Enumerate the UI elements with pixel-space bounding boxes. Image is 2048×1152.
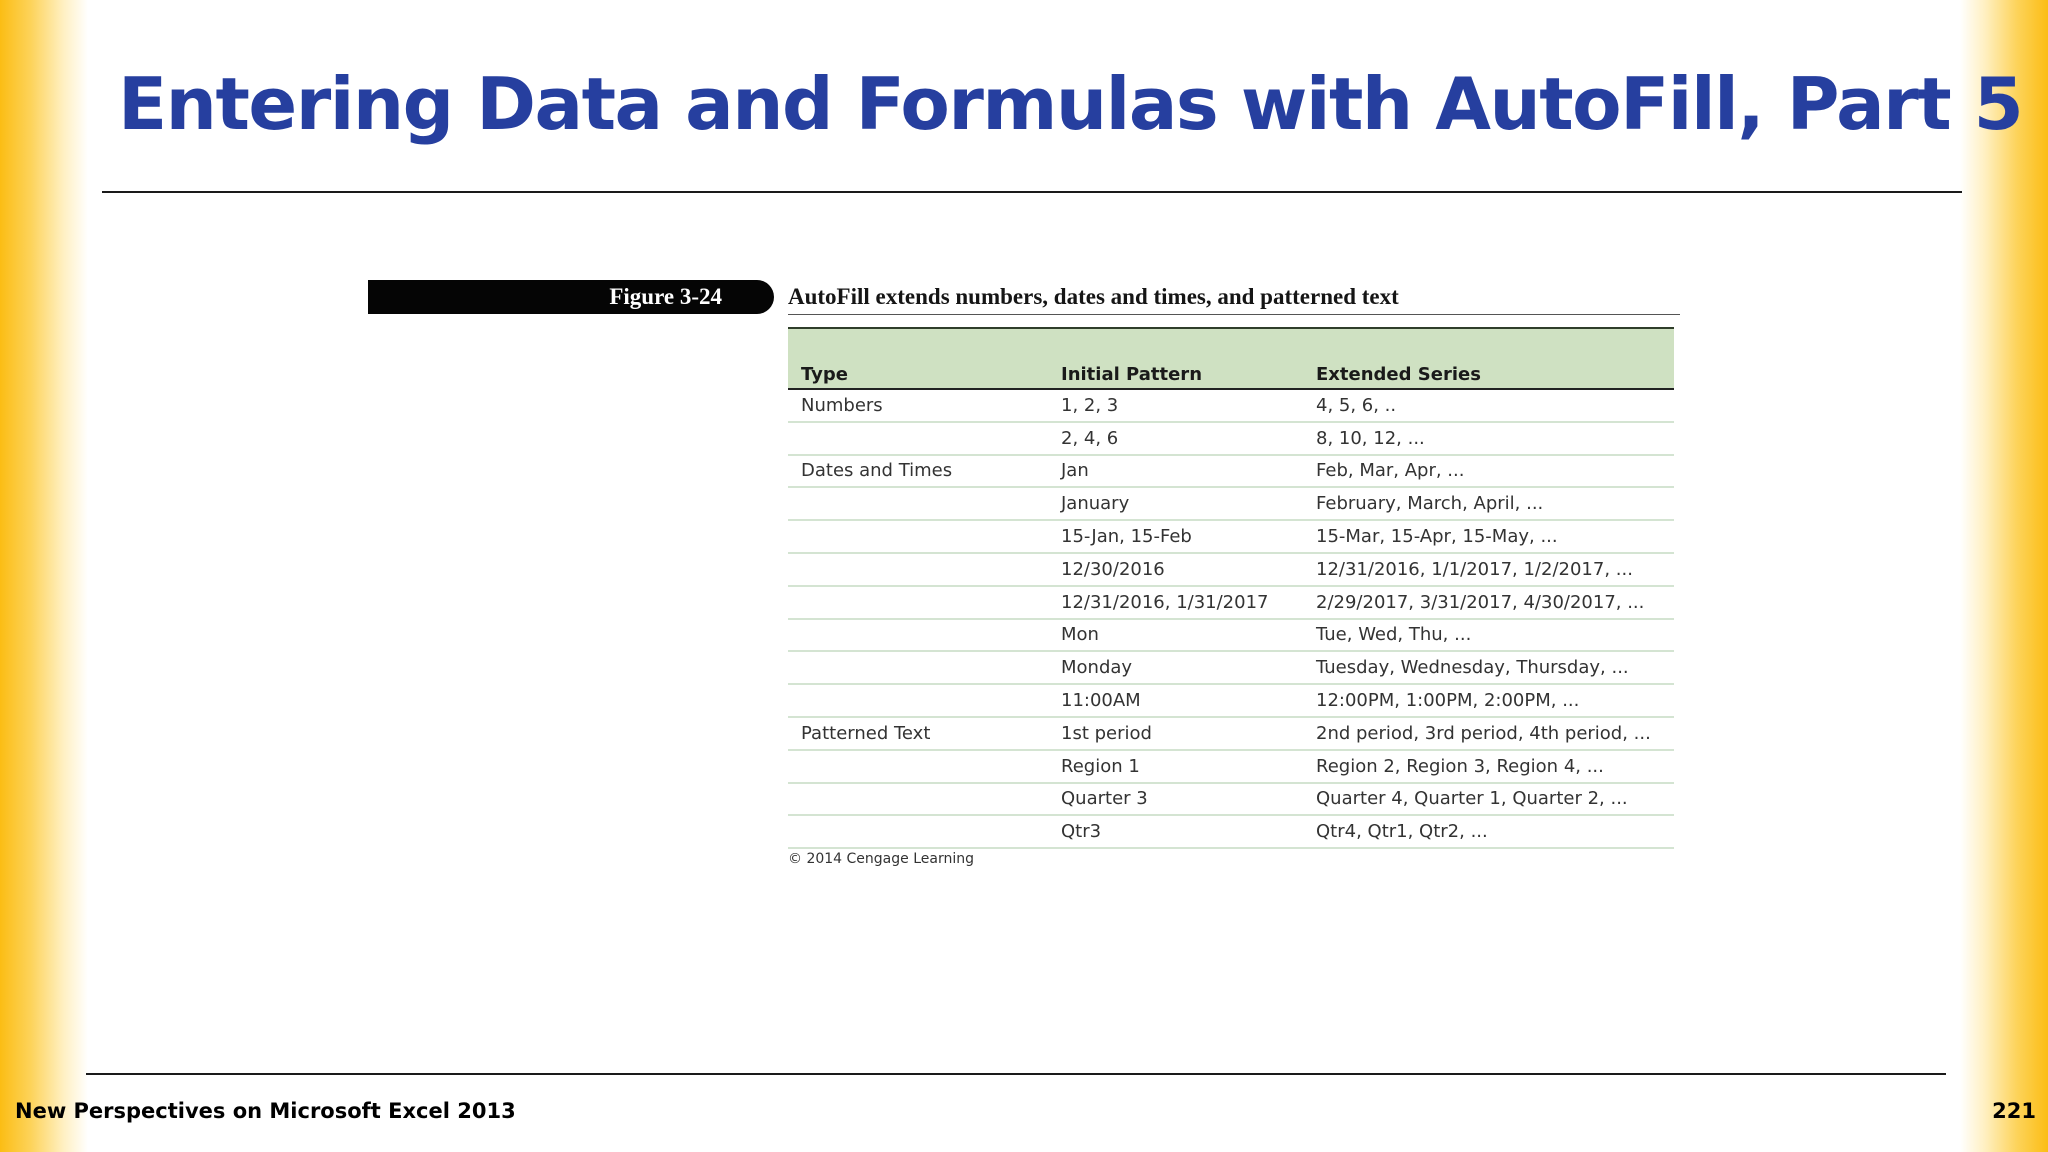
header-extended-series: Extended Series [1303, 328, 1674, 389]
cell-type [788, 651, 1048, 684]
cell-initial-pattern: Mon [1048, 619, 1303, 652]
cell-initial-pattern: Jan [1048, 455, 1303, 488]
cell-extended-series: 12/31/2016, 1/1/2017, 1/2/2017, ... [1303, 553, 1674, 586]
table-row [788, 619, 1674, 652]
cell-extended-series: 8, 10, 12, ... [1303, 422, 1674, 455]
table-body [788, 389, 1674, 848]
table-row [788, 815, 1674, 848]
title-divider [102, 191, 1962, 193]
cell-initial-pattern: Monday [1048, 651, 1303, 684]
cell-type [788, 487, 1048, 520]
cell-type [788, 586, 1048, 619]
cell-initial-pattern: 2, 4, 6 [1048, 422, 1303, 455]
cell-extended-series: Feb, Mar, Apr, ... [1303, 455, 1674, 488]
slide-title: Entering Data and Formulas with AutoFill, Part 5 [118, 62, 2023, 146]
table-row [788, 750, 1674, 783]
table-row [788, 651, 1674, 684]
footer-divider [86, 1073, 1946, 1075]
cell-extended-series: Tue, Wed, Thu, ... [1303, 619, 1674, 652]
cell-initial-pattern: 1, 2, 3 [1048, 389, 1303, 422]
figure-label-bar [368, 280, 774, 314]
table-row [788, 586, 1674, 619]
footer-title: New Perspectives on Microsoft Excel 2013 [15, 1099, 516, 1123]
cell-initial-pattern: 12/30/2016 [1048, 553, 1303, 586]
cell-extended-series: February, March, April, ... [1303, 487, 1674, 520]
figure-label: Figure 3-24 [609, 284, 722, 309]
cell-extended-series: Region 2, Region 3, Region 4, ... [1303, 750, 1674, 783]
cell-initial-pattern: January [1048, 487, 1303, 520]
cell-extended-series: 12:00PM, 1:00PM, 2:00PM, ... [1303, 684, 1674, 717]
cell-initial-pattern: 11:00AM [1048, 684, 1303, 717]
table-row [788, 487, 1674, 520]
table-row [788, 717, 1674, 750]
cell-extended-series: 2/29/2017, 3/31/2017, 4/30/2017, ... [1303, 586, 1674, 619]
cell-initial-pattern: Quarter 3 [1048, 783, 1303, 816]
table-row [788, 520, 1674, 553]
table-row [788, 422, 1674, 455]
header-initial-pattern: Initial Pattern [1048, 328, 1303, 389]
table-row [788, 455, 1674, 488]
cell-extended-series: Qtr4, Qtr1, Qtr2, ... [1303, 815, 1674, 848]
figure-container [368, 278, 1680, 878]
page-number: 221 [1992, 1099, 2036, 1123]
cell-extended-series: Quarter 4, Quarter 1, Quarter 2, ... [1303, 783, 1674, 816]
cell-type: Patterned Text [788, 717, 1048, 750]
cell-initial-pattern: Region 1 [1048, 750, 1303, 783]
cell-type [788, 553, 1048, 586]
copyright-note: © 2014 Cengage Learning [788, 851, 974, 867]
header-type: Type [788, 328, 1048, 389]
cell-type [788, 520, 1048, 553]
table-row [788, 553, 1674, 586]
cell-initial-pattern: 12/31/2016, 1/31/2017 [1048, 586, 1303, 619]
right-gradient-border [1960, 0, 2048, 1152]
autofill-table [788, 327, 1674, 849]
cell-extended-series: 4, 5, 6, .. [1303, 389, 1674, 422]
cell-extended-series: 15-Mar, 15-Apr, 15-May, ... [1303, 520, 1674, 553]
figure-caption: AutoFill extends numbers, dates and times, and patterned text [788, 284, 1399, 309]
cell-initial-pattern: 15-Jan, 15-Feb [1048, 520, 1303, 553]
cell-extended-series: 2nd period, 3rd period, 4th period, ... [1303, 717, 1674, 750]
table-row [788, 684, 1674, 717]
table-row [788, 783, 1674, 816]
cell-initial-pattern: Qtr3 [1048, 815, 1303, 848]
cell-type [788, 684, 1048, 717]
cell-type [788, 815, 1048, 848]
cell-type: Numbers [788, 389, 1048, 422]
caption-divider [788, 314, 1680, 315]
cell-type [788, 422, 1048, 455]
cell-type [788, 619, 1048, 652]
cell-type [788, 783, 1048, 816]
cell-initial-pattern: 1st period [1048, 717, 1303, 750]
left-gradient-border [0, 0, 88, 1152]
cell-type [788, 750, 1048, 783]
table-row [788, 389, 1674, 422]
table-header-row [788, 328, 1674, 389]
cell-extended-series: Tuesday, Wednesday, Thursday, ... [1303, 651, 1674, 684]
cell-type: Dates and Times [788, 455, 1048, 488]
